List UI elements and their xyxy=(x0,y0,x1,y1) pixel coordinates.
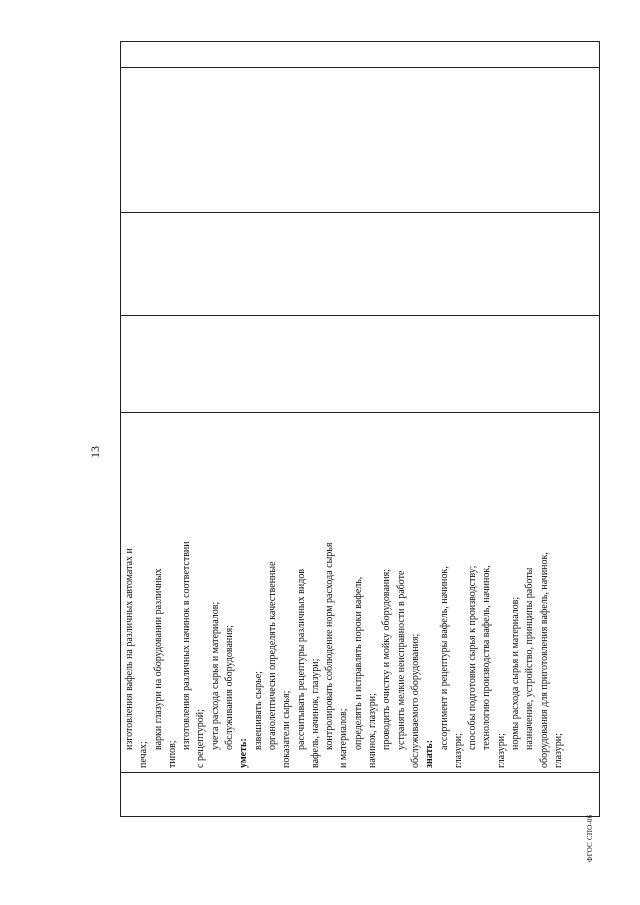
competency-table xyxy=(120,41,600,817)
empty-cell xyxy=(121,316,600,413)
content-line: учета расхода сырья и материалов; xyxy=(209,601,221,750)
content-text xyxy=(121,413,566,772)
rotated-document-page xyxy=(80,42,594,862)
content-line: способы подготовки сырья к производству; xyxy=(467,565,479,750)
content-line: печах; xyxy=(138,741,150,768)
empty-cell xyxy=(121,42,600,68)
footer-document-code: ФГОС СПО-06 xyxy=(586,814,594,862)
content-line: органолептически определять качественные xyxy=(266,561,278,750)
content-line: знать: xyxy=(424,739,436,768)
empty-cell xyxy=(121,213,600,316)
content-line: назначение, устройство, принципы работы xyxy=(524,567,536,750)
content-line: определять и исправлять пороки вафель, xyxy=(352,576,364,750)
content-line: изготовления различных начинок в соответствии xyxy=(181,541,193,750)
content-line: вафель, начинок, глазури; xyxy=(309,658,321,768)
table-row xyxy=(121,42,600,817)
content-line: изготовления вафель на различных автоматах и xyxy=(124,548,135,750)
content-line: глазури; xyxy=(452,733,464,768)
content-line: нормы расхода сырья и материалов; xyxy=(510,596,522,750)
content-line: начинок, глазури; xyxy=(367,693,379,768)
content-line: уметь: xyxy=(238,738,250,768)
content-line: обслуживания оборудования; xyxy=(224,625,236,750)
content-line: варки глазури на оборудовании различных xyxy=(152,568,164,750)
content-line: взвешивать сырье; xyxy=(252,671,264,750)
content-line: рассчитывать рецептуры различных видов xyxy=(295,568,307,750)
empty-cell xyxy=(121,68,600,213)
empty-cell-code xyxy=(121,773,600,817)
content-line: оборудования для приготовления вафель, начинок, xyxy=(538,552,550,768)
content-line: ассортимент и рецептуры вафель, начинок, xyxy=(438,566,450,750)
content-line: показатели сырья; xyxy=(281,690,293,768)
content-line: обслуживаемого оборудования; xyxy=(409,633,421,768)
content-line: типов; xyxy=(166,740,178,768)
content-line: технологию производства вафель, начинок, xyxy=(481,565,493,750)
content-line: глазури; xyxy=(495,733,507,768)
content-line: с рецептурой; xyxy=(195,709,207,768)
content-line: проводить очистку и мойку оборудования; xyxy=(381,568,393,750)
content-cell xyxy=(121,413,600,773)
content-line: устранять мелкие неисправности в работе xyxy=(395,570,407,750)
page-number: 13 xyxy=(88,446,102,458)
content-line: и материалов; xyxy=(338,708,350,768)
content-line: контролировать соблюдение норм расхода сырья xyxy=(324,542,336,750)
content-line: глазури; xyxy=(552,733,564,768)
